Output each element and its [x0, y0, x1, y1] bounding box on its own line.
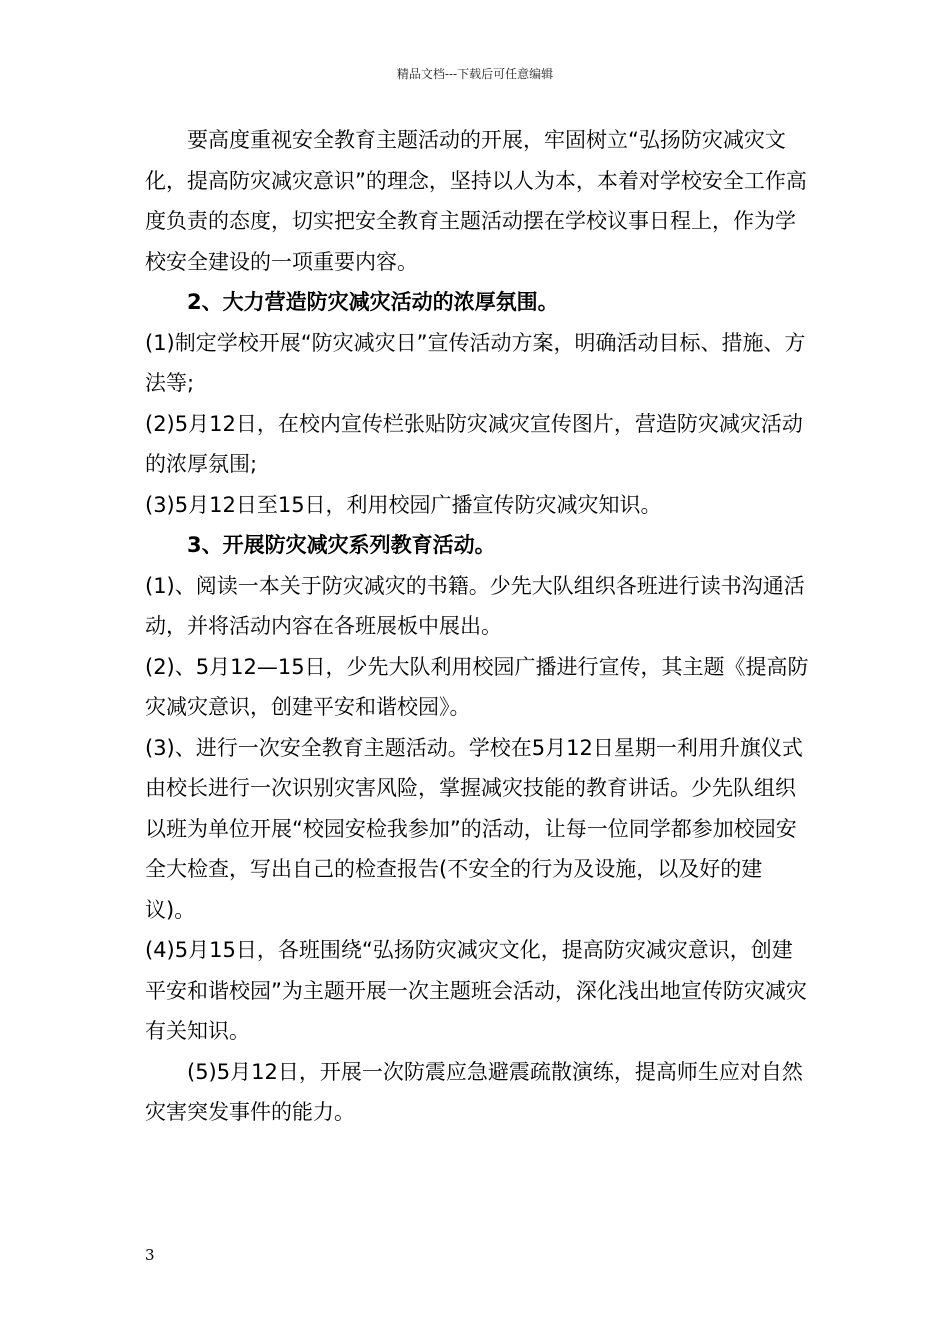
list-item-3-5: (5)5月12日，开展一次防震应急避震疏散演练，提高师生应对自然灾害突发事件的能力。: [145, 1059, 803, 1124]
list-item-2-1: (1)制定学校开展“防灾减灾日”宣传活动方案，明确活动目标、措施、方法等;: [145, 330, 806, 395]
section-heading-2: 2、大力营造防灾减灾活动的浓厚氛围。: [187, 290, 559, 314]
paragraph-intro: 要高度重视安全教育主题活动的开展，牢固树立“弘扬防灾减灾文化，提高防灾减灾意识”的理念，坚持以人为本，本着对学校安全工作高度负责的态度，切实把安全教育主题活动摆在学校议事日程上，作为学校安全建设的一项重要内容。: [145, 128, 807, 274]
list-item-2-3: (3)5月12日至15日，利用校园广播宣传防灾减灾知识。: [145, 492, 662, 517]
document-body: [145, 120, 809, 1133]
list-item-3-1: (1)、阅读一本关于防灾减灾的书籍。少先大队组织各班进行读书沟通活动，并将活动内容在各班展板中展出。: [145, 573, 805, 638]
list-item-3-2: (2)、5月12—15日，少先大队利用校园广播进行宣传，其主题《提高防灾减灾意识，创建平安和谐校园》。: [145, 654, 809, 719]
page-number: 3: [145, 1246, 155, 1264]
list-item-3-3: (3)、进行一次安全教育主题活动。学校在5月12日星期一利用升旗仪式由校长进行一次识别灾害风险，掌握减灾技能的教育讲话。少先队组织以班为单位开展“校园安检我参加”的活动，让每一位同学都参加校园安全大检查，写出自己的检查报告(不安全的行为及设施，以及好的建议)。: [145, 735, 803, 922]
list-item-2-2: (2)5月12日，在校内宣传栏张贴防灾减灾宣传图片，营造防灾减灾活动的浓厚氛围;: [145, 411, 803, 476]
list-item-3-4: (4)5月15日，各班围绕“弘扬防灾减灾文化，提高防灾减灾意识，创建平安和谐校园”为主题开展一次主题班会活动，深化浅出地宣传防灾减灾有关知识。: [145, 938, 807, 1043]
section-heading-3: 3、开展防灾减灾系列教育活动。: [187, 533, 496, 557]
page-header: 精品文档---下载后可任意编辑: [396, 67, 554, 81]
